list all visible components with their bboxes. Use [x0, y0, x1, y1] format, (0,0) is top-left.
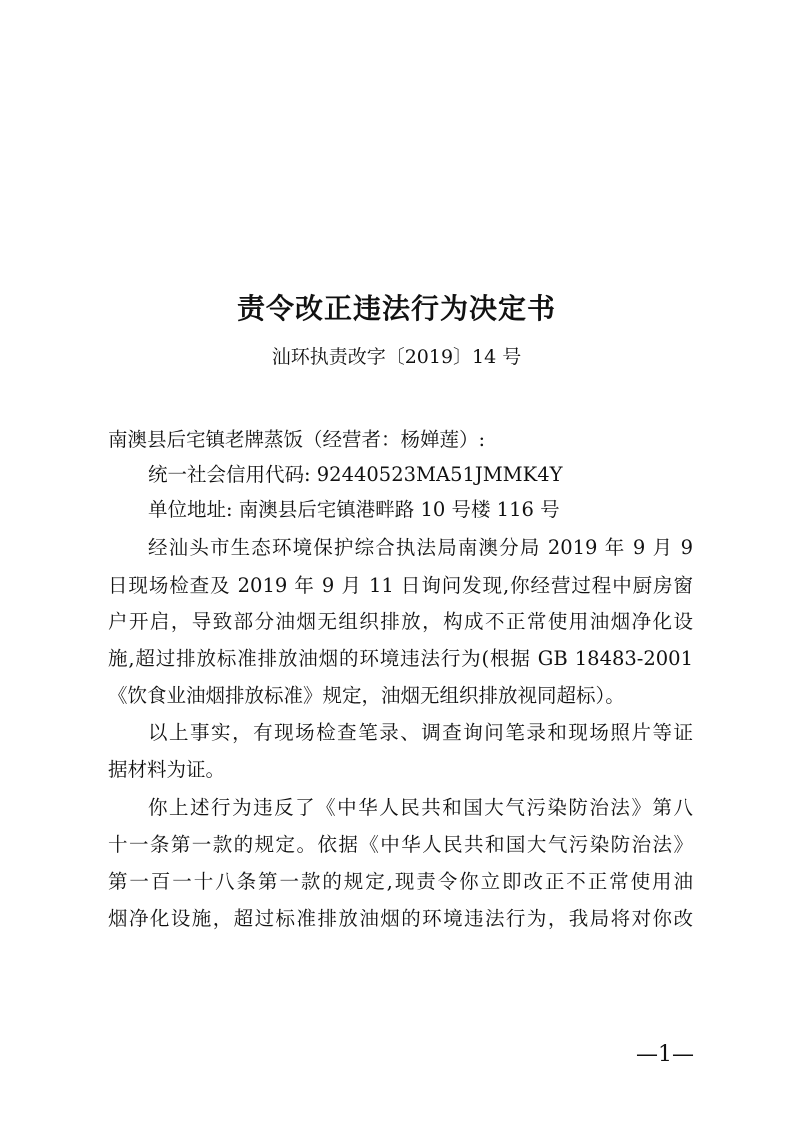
address-line: 单位地址: 南澳县后宅镇港畔路 10 号楼 116 号 — [148, 498, 560, 521]
body-line: 日现场检查及 2019 年 9 月 11 日询问发现,你经营过程中厨房窗 — [108, 574, 693, 597]
body-line: 据材料为证。 — [108, 758, 226, 781]
body-line: 经汕头市生态环境保护综合执法局南澳分局 2019 年 9 月 9 — [148, 536, 693, 559]
body-line: 烟净化设施，超过标准排放油烟的环境违法行为，我局将对你改 — [108, 907, 693, 930]
body-line: 施,超过排放标准排放油烟的环境违法行为(根据 GB 18483-2001 — [108, 647, 693, 670]
document-title: 责令改正违法行为决定书 — [236, 292, 556, 325]
document-number: 汕环执责改字〔2019〕14 号 — [271, 346, 522, 368]
page-number: —1— — [636, 1042, 694, 1067]
body-line: 户开启，导致部分油烟无组织排放，构成不正常使用油烟净化设 — [108, 610, 693, 633]
body-line: 《饮食业油烟排放标准》规定，油烟无组织排放视同超标）。 — [108, 684, 625, 707]
body-line: 第一百一十八条第一款的规定,现责令你立即改正不正常使用油 — [108, 870, 693, 893]
addressee-line: 南澳县后宅镇老牌蒸饭（经营者：杨婵莲）: — [108, 428, 486, 451]
body-line: 你上述行为违反了《中华人民共和国大气污染防治法》第八 — [148, 796, 693, 819]
body-line: 以上事实，有现场检查笔录、调查询问笔录和现场照片等证 — [148, 721, 693, 744]
body-line: 十一条第一款的规定。依据《中华人民共和国大气污染防治法》 — [108, 833, 693, 856]
credit-code-line: 统一社会信用代码: 92440523MA51JMMK4Y — [148, 463, 563, 486]
